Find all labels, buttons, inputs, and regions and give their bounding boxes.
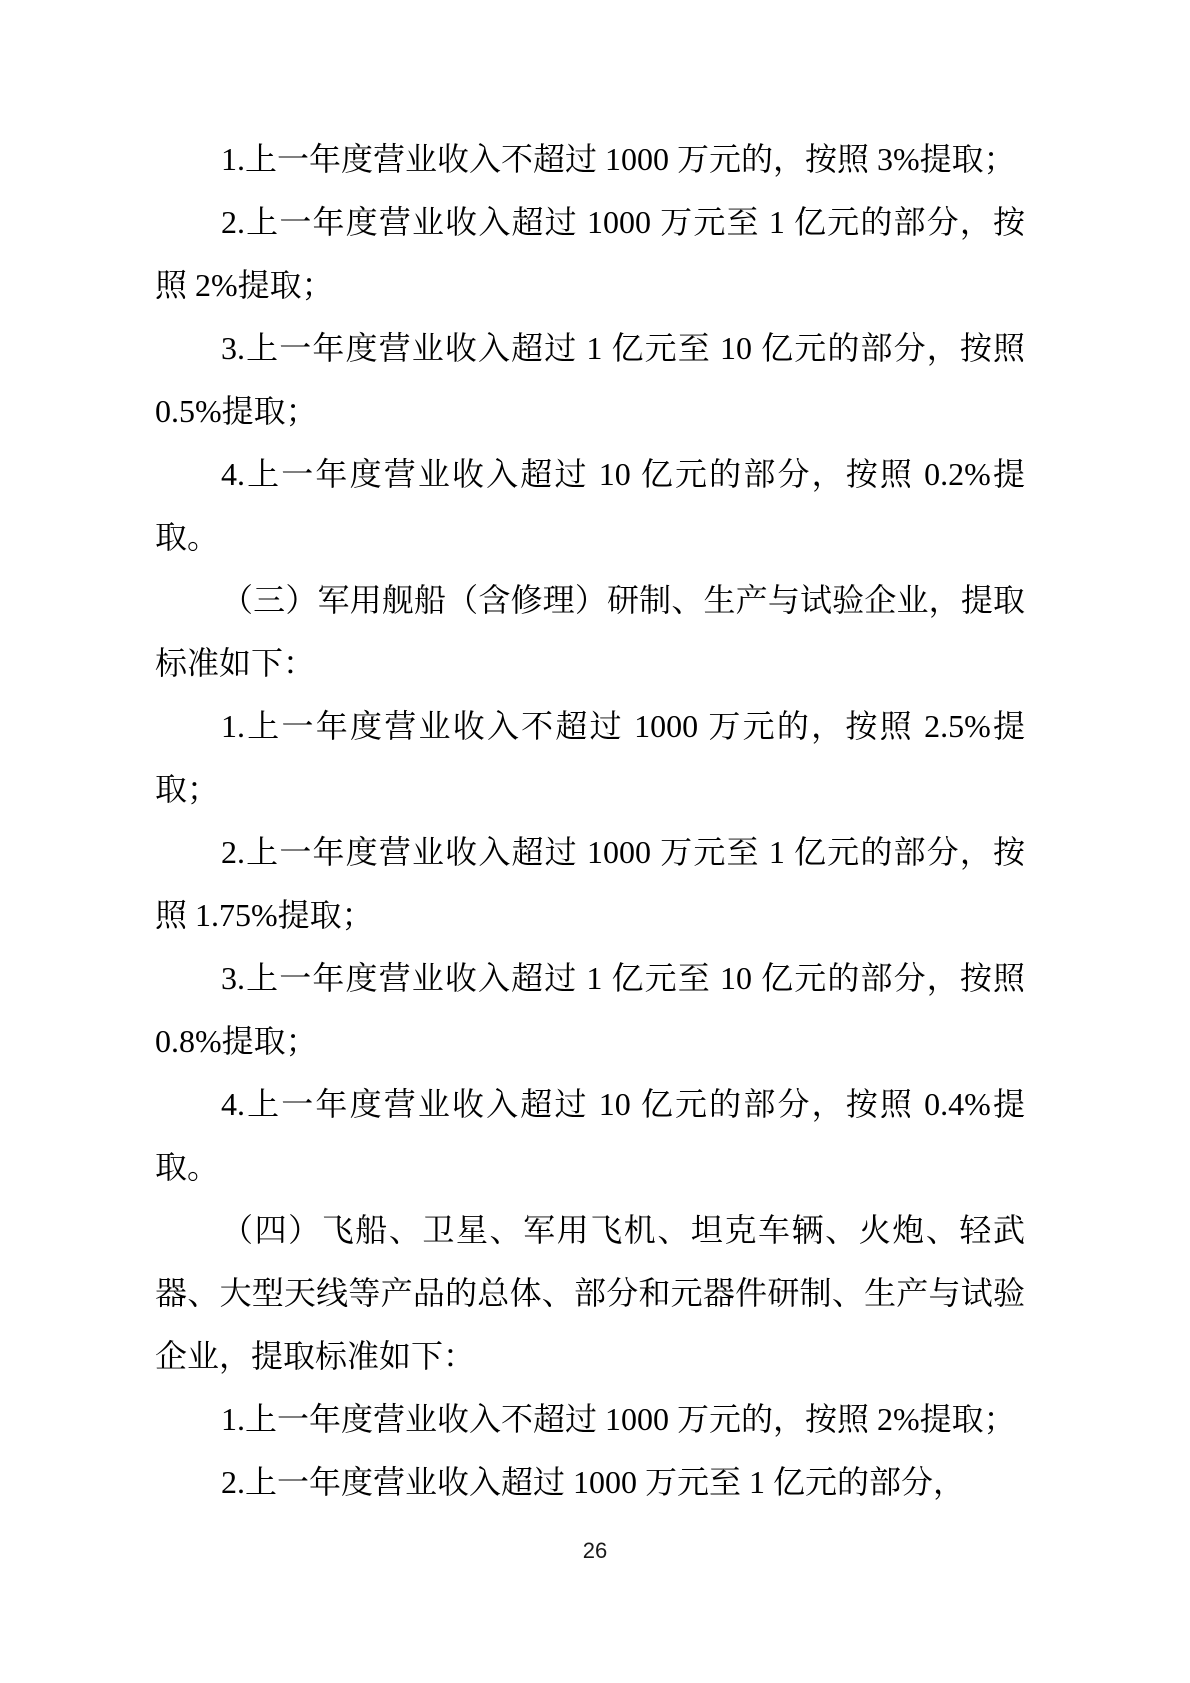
document-body — [155, 128, 1025, 1514]
paragraph: 2.上一年度营业收入超过 1000 万元至 1 亿元的部分， — [221, 1464, 966, 1500]
paragraph: 3.上一年度营业收入超过 1 亿元至 10 亿元的部分，按照 0.8%提取； — [155, 960, 1025, 1059]
paragraph: 1.上一年度营业收入不超过 1000 万元的，按照 2%提取； — [221, 1401, 1016, 1437]
page-number: 26 — [582, 1538, 608, 1563]
paragraph: 4.上一年度营业收入超过 10 亿元的部分，按照 0.4%提取。 — [155, 1086, 1025, 1185]
paragraph: 1.上一年度营业收入不超过 1000 万元的，按照 3%提取； — [221, 141, 1016, 177]
paragraph: 3.上一年度营业收入超过 1 亿元至 10 亿元的部分，按照 0.5%提取； — [155, 330, 1025, 429]
paragraph: 2.上一年度营业收入超过 1000 万元至 1 亿元的部分，按照 2%提取； — [155, 204, 1025, 303]
paragraph: 1.上一年度营业收入不超过 1000 万元的，按照 2.5%提取； — [155, 708, 1025, 807]
paragraph: （三）军用舰船（含修理）研制、生产与试验企业，提取标准如下： — [155, 582, 1025, 681]
paragraph: 4.上一年度营业收入超过 10 亿元的部分，按照 0.2%提取。 — [155, 456, 1025, 555]
paragraph: 2.上一年度营业收入超过 1000 万元至 1 亿元的部分，按照 1.75%提取； — [155, 834, 1025, 933]
paragraph: （四）飞船、卫星、军用飞机、坦克车辆、火炮、轻武器、大型天线等产品的总体、部分和元器件研制、生产与试验企业，提取标准如下： — [155, 1212, 1025, 1374]
